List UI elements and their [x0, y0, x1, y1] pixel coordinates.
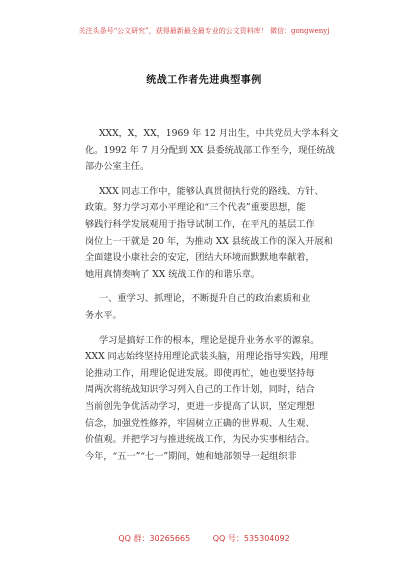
section-heading-1 [85, 291, 329, 324]
header-note: 关注头条号“公文研究”，获得最新最全最专业的公文资料库！ 微信：gongwenyj [78, 27, 330, 35]
paragraph-4 [85, 333, 329, 466]
paragraph-line: 当前创先争优活动学习，更进一步提高了认识，坚定理想 [85, 400, 315, 412]
paragraph-line: 一、重学习、抓理论，不断提升自己的政治素质和业 [99, 293, 311, 305]
paragraph-line: 够践行科学发展观用于指导试制工作，在平凡的基层工作 [85, 218, 315, 230]
footer-qq-number: QQ 号：535304092 [212, 534, 290, 543]
paragraph-line: 学习是搞好工作的根本，理论是提升业务水平的源泉。 [99, 334, 320, 346]
paragraph-line: 今年，“五一”“七一”期间，她和她部领导一起组织非 [85, 450, 297, 462]
paragraph-2 [85, 184, 333, 284]
paragraph-line: 全面建设小康社会的安定，团结大环境而默默地奉献着， [85, 252, 315, 264]
paragraph-line: 化。1992 年 7 月分配到 XX 县委统战部工作至今，现任统战 [85, 144, 335, 156]
paragraph-1 [85, 126, 339, 176]
paragraph-line: 价值观。并把学习与推进统战工作，为民办实事相结合。 [85, 434, 315, 446]
footer-contact [0, 533, 408, 544]
paragraph-line: 务水平。 [85, 309, 122, 321]
paragraph-line: 周两次将统战知识学习列入自己的工作计划，同时，结合 [85, 384, 315, 396]
paragraph-line: XXX，X，XX，1969 年 12 月出生，中共党员大学本科文 [99, 128, 339, 139]
document-title: 统战工作者先进典型事例 [146, 75, 262, 86]
paragraph-line: XXX 同志始终坚持用理论武装头脑，用理论指导实践，用理 [85, 351, 329, 363]
paragraph-line: 论推动工作，用理论促进发展。即使再忙，她也要坚持每 [85, 367, 315, 379]
paragraph-line: XXX 同志工作中，能够认真贯彻执行党的路线、方针、 [99, 185, 324, 197]
document-body [85, 126, 339, 465]
paragraph-line: 信念，加强党性修养，牢固树立正确的世界观、人生观、 [85, 417, 315, 429]
paragraph-line: 岗位上一干就是 20 年，为推动 XX 县统战工作的深入开展和 [85, 235, 333, 247]
paragraph-line: 部办公室主任。 [85, 161, 150, 173]
footer-qq-group: QQ 群：30265665 [118, 534, 191, 543]
paragraph-line: 她用真情奏响了 XX 统战工作的和谐乐章。 [85, 268, 261, 280]
paragraph-line: 政策。努力学习邓小平理论和“三个代表”重要思想，能 [85, 202, 306, 214]
